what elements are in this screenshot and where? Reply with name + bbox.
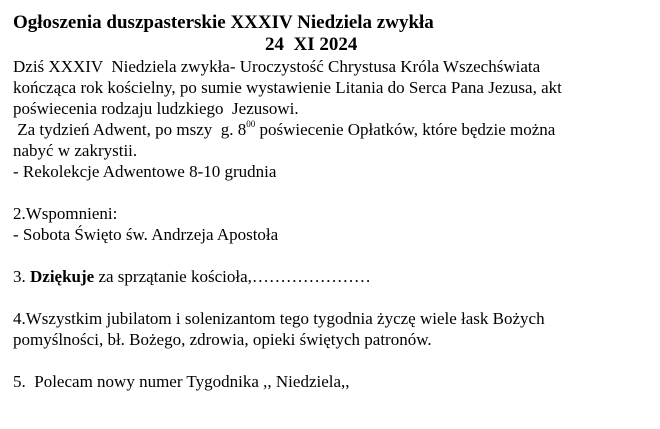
- item-3-bold-word: Dziękuje: [30, 267, 95, 286]
- document-date: 24 XI 2024: [265, 34, 358, 55]
- item-2-line-1: 2.Wspomnieni:: [13, 204, 118, 223]
- spacer: [13, 350, 653, 371]
- document-title: Ogłoszenia duszpasterskie XXXIV Niedziela zwykła: [13, 12, 434, 33]
- spacer: [13, 245, 653, 266]
- announcement-document: [13, 12, 653, 392]
- item-4-section: [13, 308, 653, 350]
- item-2-line-2: - Sobota Święto św. Andrzeja Apostoła: [13, 225, 279, 244]
- intro-line-2: kończąca rok kościelny, po sumie wystawienie Litania do Serca Pana Jezusa, akt: [13, 78, 562, 97]
- item-4-line-1: 4.Wszystkim jubilatom i solenizantom tego tygodnia życzę wiele łask Bożych: [13, 309, 545, 328]
- intro-line-5: nabyć w zakrystii.: [13, 141, 138, 160]
- intro-line-4-start: Za tydzień Adwent, po mszy g. 8: [13, 120, 247, 139]
- intro-line-3: poświecenia rodzaju ludzkiego Jezusowi.: [13, 99, 299, 118]
- item-2-section: [13, 203, 653, 245]
- intro-line-4-end: poświecenie Opłatków, które będzie można: [255, 120, 556, 139]
- intro-section: [13, 56, 653, 182]
- spacer: [13, 182, 653, 203]
- item-4-line-2: pomyślności, bł. Bożego, zdrowia, opieki świętych patronów.: [13, 330, 432, 349]
- intro-line-1: Dziś XXXIV Niedziela zwykła- Uroczystość Chrystusa Króla Wszechświata: [13, 57, 541, 76]
- item-3-rest: za sprzątanie kościoła,…………………: [94, 267, 371, 286]
- item-3-prefix: 3.: [13, 267, 30, 286]
- intro-line-4: [13, 119, 653, 140]
- spacer: [13, 287, 653, 308]
- time-superscript: 00: [246, 119, 256, 130]
- item-3-line: [13, 266, 653, 287]
- intro-line-6: - Rekolekcje Adwentowe 8-10 grudnia: [13, 162, 277, 181]
- item-5-line: 5. Polecam nowy numer Tygodnika ,, Niedziela,,: [13, 372, 350, 391]
